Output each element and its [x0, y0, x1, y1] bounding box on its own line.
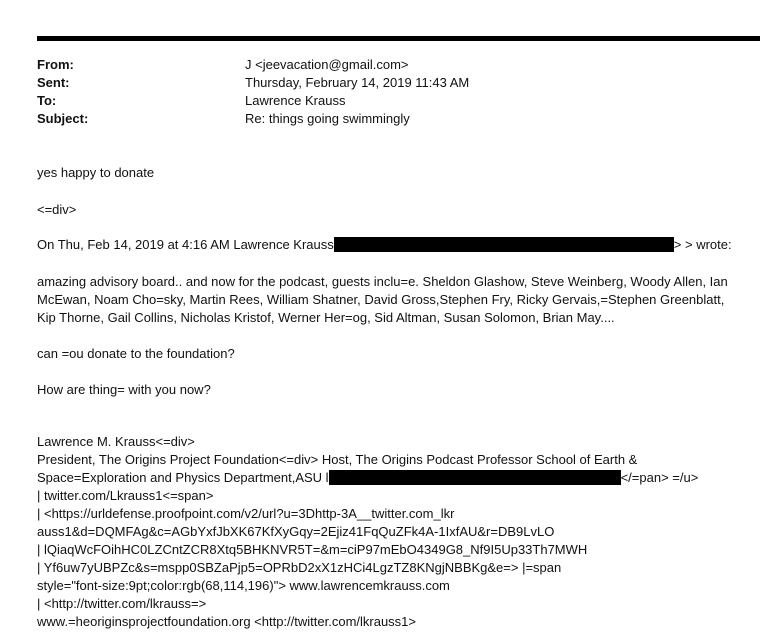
- redaction-bar: [329, 470, 621, 485]
- subject-label: Subject:: [37, 111, 89, 126]
- signature-link-line: auss1&d=DQMFAg&c=AGbYxfJbXK67KfXyGqy=2Ejiz41FqQuZFk4A-1IxfAU&r=DB9LvLO: [37, 524, 555, 539]
- sent-label: Sent:: [37, 75, 70, 90]
- to-label: To:: [37, 93, 57, 108]
- signature-department: [37, 469, 698, 487]
- subject-value: Re: things going swimmingly: [245, 111, 410, 126]
- signature-link-line: | Yf6uw7yUBPZc&s=mspp0SBZaPjp5=OPRbD2xX1zHCi4LgzTZ8KNgjNBBKg&e=> |=span: [37, 560, 562, 575]
- signature-link-line: | <https://urldefense.proofpoint.com/v2/url?u=3Dhttp-3A__twitter.com_lkr: [37, 506, 455, 521]
- quote-intro-prefix: On Thu, Feb 14, 2019 at 4:16 AM Lawrence Krauss: [37, 237, 334, 252]
- quote-intro: [37, 236, 732, 254]
- to-value: Lawrence Krauss: [245, 93, 346, 108]
- quoted-donate-question: can =ou donate to the foundation?: [37, 346, 235, 361]
- reply-text: yes happy to donate: [37, 165, 155, 180]
- quoted-how-are-things: How are thing= with you now?: [37, 382, 211, 397]
- signature-department-prefix: Space=Exploration and Physics Department,ASU l: [37, 470, 329, 485]
- signature-link-line: www.=heoriginsprojectfoundation.org <http://twitter.com/lkrauss1>: [37, 614, 417, 629]
- from-label: From:: [37, 57, 74, 72]
- quoted-paragraph-line: McEwan, Noam Cho=sky, Martin Rees, William Shatner, David Gross,Stephen Fry, Ricky Gervais,=Stephen Greenblatt,: [37, 292, 725, 307]
- div-tag-text: <=div>: [37, 202, 77, 217]
- signature-link-line: | twitter.com/Lkrauss1<=span>: [37, 488, 214, 503]
- quote-intro-suffix: > > wrote:: [673, 237, 732, 252]
- signature-link-line: style="font-size:9pt;color:rgb(68,114,196)"> www.lawrencemkrauss.com: [37, 578, 450, 593]
- quoted-paragraph-line: Kip Thorne, Gail Collins, Nicholas Kristof, Werner Her=og, Sid Altman, Susan Solomon, Brian May....: [37, 310, 615, 325]
- header-divider-rule: [37, 36, 760, 41]
- signature-link-line: | <http://twitter.com/lkrauss=>: [37, 596, 207, 611]
- from-value: J <jeevacation@gmail.com>: [245, 57, 409, 72]
- signature-name: Lawrence M. Krauss<=div>: [37, 434, 195, 449]
- signature-department-suffix: </=pan> =/u>: [620, 470, 699, 485]
- quoted-paragraph-line: amazing advisory board.. and now for the podcast, guests inclu=e. Sheldon Glashow, Steve Weinberg, Woody Allen, Ian: [37, 274, 728, 289]
- signature-link-line: | lQiaqWcFOihHC0LZCntZCR8Xtq5BHKNVR5T=&m=ciP97mEbO4349G8_Nf9I5Up33Th7MWH: [37, 542, 588, 557]
- redaction-bar: [334, 237, 674, 252]
- signature-title: President, The Origins Project Foundation<=div> Host, The Origins Podcast Professor School of Earth &: [37, 452, 638, 467]
- sent-value: Thursday, February 14, 2019 11:43 AM: [245, 75, 470, 90]
